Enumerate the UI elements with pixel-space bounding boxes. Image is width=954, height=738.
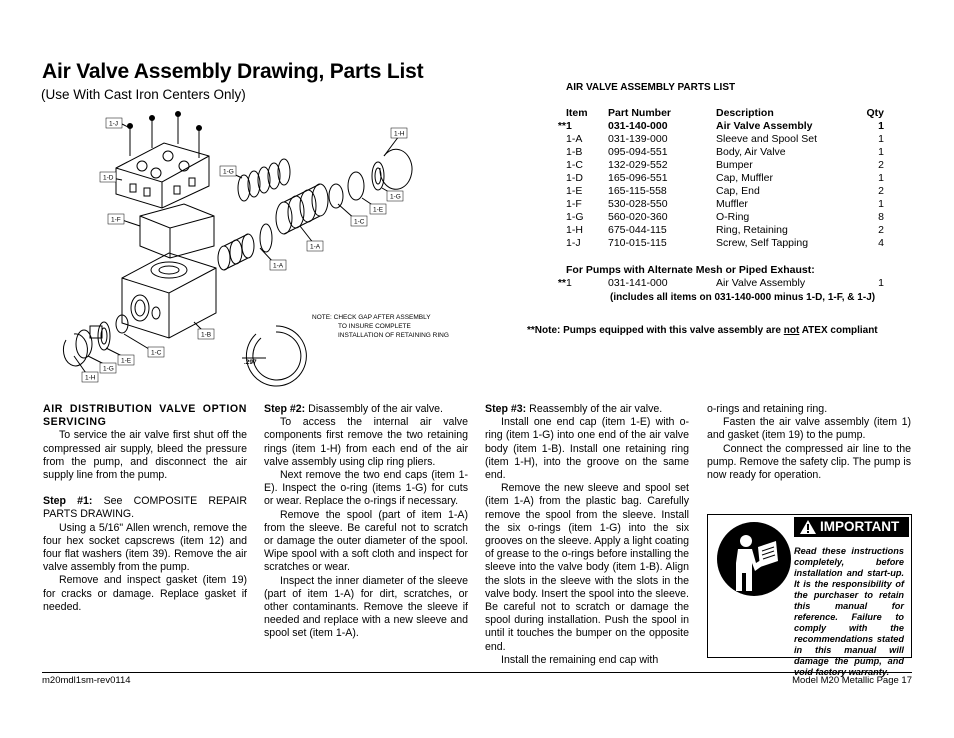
atex-note-prefix: **Note: Pumps equipped with this valve assembly are bbox=[527, 325, 784, 336]
label-1c-right: 1-C bbox=[354, 218, 365, 226]
row-qty: 4 bbox=[878, 237, 884, 249]
warning-triangle-icon bbox=[800, 520, 816, 534]
row-mark bbox=[548, 146, 566, 159]
step2-text-4: Inspect the inner diameter of the sleeve (part of item 1-A) for dirt, scratches, or other contaminants. Remove the sleeve if needed and replace with a new sleeve and spool set (item 1-A). bbox=[264, 574, 468, 640]
step1-text-1: Using a 5/16" Allen wrench, remove the four hex socket capscrews (item 12) and four flat washers (item 39). Remove the air valve assembly from the pump. bbox=[43, 521, 247, 574]
step2-title: Disassembly of the air valve. bbox=[305, 403, 443, 415]
row-qty: 1 bbox=[878, 120, 884, 132]
row-mark bbox=[548, 159, 566, 172]
parts-table-header bbox=[548, 107, 884, 120]
row-description: Body, Air Valve bbox=[716, 146, 786, 158]
step2-text-3: Remove the spool (part of item 1-A) from the sleeve. Be careful not to scratch or damage the outer diameter of the spool. Wipe spool with a soft cloth and inspect for scratches or wear. bbox=[264, 508, 468, 574]
row-description: Cap, Muffler bbox=[716, 172, 773, 184]
row-part-number: 710-015-115 bbox=[608, 237, 667, 249]
parts-table-row bbox=[548, 159, 884, 172]
label-1f: 1-F bbox=[111, 216, 121, 224]
parts-list-title: AIR VALVE ASSEMBLY PARTS LIST bbox=[566, 82, 736, 93]
col4-text-1: o-rings and retaining ring. bbox=[707, 403, 828, 415]
label-1h: 1-H bbox=[394, 130, 405, 138]
row-item: 1-F bbox=[566, 198, 582, 210]
row-part-number: 165-115-558 bbox=[608, 185, 667, 197]
row-qty: 2 bbox=[878, 159, 884, 171]
parts-table-row bbox=[548, 120, 884, 133]
row-item: 1-A bbox=[566, 133, 583, 145]
atex-note-suffix: ATEX compliant bbox=[799, 325, 878, 336]
step3-title: Reassembly of the air valve. bbox=[526, 403, 663, 415]
label-1b: 1-B bbox=[201, 331, 212, 339]
label-1e-right: 1-E bbox=[373, 206, 384, 214]
row-description: Air Valve Assembly bbox=[716, 277, 806, 289]
step2-text-2: Next remove the two end caps (item 1-E). Inspect the o-ring (items 1-G) for cuts or wear. Replace the o-rings if necessary. bbox=[264, 469, 468, 508]
row-qty: 1 bbox=[878, 172, 884, 184]
row-item: 1-C bbox=[566, 159, 583, 171]
parts-table-row bbox=[548, 224, 884, 237]
row-qty: 2 bbox=[878, 224, 884, 236]
important-text-wrap: Read these instructions completely, before installation and start-up. It is the responsibility of the purchaser to retain this manual for reference. Failure to comply with the recommendations stated in this manual will damage the pump, and void factory warranty. bbox=[794, 546, 904, 677]
row-part-number: 560-020-360 bbox=[608, 211, 668, 223]
instructions-column-3 bbox=[485, 403, 689, 667]
page-title: Air Valve Assembly Drawing, Parts List bbox=[42, 60, 424, 83]
row-description: Air Valve Assembly bbox=[716, 120, 813, 132]
row-mark: ** bbox=[557, 277, 566, 289]
row-part-number: 031-139-000 bbox=[608, 133, 668, 145]
header-description: Description bbox=[716, 107, 774, 119]
label-1a-upper: 1-A bbox=[310, 243, 321, 251]
label-1d: 1-D bbox=[103, 174, 114, 182]
step1-paragraph bbox=[43, 495, 247, 521]
footer-rule bbox=[42, 672, 912, 673]
col4-text-2: Fasten the air valve assembly (item 1) and gasket (item 19) to the pump. bbox=[707, 416, 911, 442]
label-1j: 1-J bbox=[109, 120, 119, 128]
step2-paragraph bbox=[264, 403, 468, 416]
row-qty: 1 bbox=[878, 133, 884, 145]
row-mark bbox=[548, 224, 566, 237]
step1-title: See COMPOSITE REPAIR PARTS DRAWING. bbox=[43, 495, 247, 521]
header-qty: Qty bbox=[866, 107, 884, 119]
row-part-number: 031-140-000 bbox=[608, 120, 668, 132]
step3-text-2: Remove the new sleeve and spool set (item 1-A) from the plastic bag. Carefully remove the spool from the sleeve. Install the six o-rings (item 1-G) into the six grooves on the sleeve. Apply a light coating of grease to the o-rings before installing the sleeve into the valve body (item 1-B). Align the slots in the sleeve with the slots in the valve body. Insert the spool into the sleeve. Be careful not to scratch or damage the spool during installation. Push the spool in until it touches the bumper on the opposite end. bbox=[485, 482, 689, 653]
row-item: 1-B bbox=[566, 146, 583, 158]
row-item: 1 bbox=[566, 277, 572, 289]
row-part-number: 132-029-552 bbox=[608, 159, 668, 171]
label-1a-lower: 1-A bbox=[273, 262, 284, 270]
alt-parts-row bbox=[548, 277, 884, 290]
air-valve-exploded-drawing bbox=[44, 108, 474, 398]
row-item: 1-G bbox=[566, 211, 584, 223]
label-1g-right: 1-G bbox=[390, 193, 401, 201]
instructions-column-2 bbox=[264, 403, 468, 641]
row-description: Sleeve and Spool Set bbox=[716, 133, 817, 145]
assembly-note-line-3: INSTALLATION OF RETAINING RING bbox=[338, 332, 449, 339]
row-item: 1-H bbox=[566, 224, 583, 236]
header-item: Item bbox=[566, 107, 588, 119]
servicing-heading: AIR DISTRIBUTION VALVE OPTION SERVICING bbox=[43, 403, 247, 429]
atex-note bbox=[527, 325, 878, 336]
row-part-number: 031-141-000 bbox=[608, 277, 668, 289]
important-banner bbox=[794, 517, 909, 537]
step1-label: Step #1: bbox=[43, 495, 93, 508]
row-qty: 2 bbox=[878, 185, 884, 197]
alt-parts-table bbox=[548, 277, 884, 290]
label-1h-left: 1-H bbox=[85, 374, 96, 382]
row-item: 1-E bbox=[566, 185, 583, 197]
header-part-number: Part Number bbox=[608, 107, 672, 119]
parts-table bbox=[548, 107, 884, 250]
instructions-column-4 bbox=[707, 403, 911, 482]
label-1g-left: 1-G bbox=[103, 365, 114, 373]
row-mark: ** bbox=[557, 120, 566, 132]
step3-label: Step #3: bbox=[485, 403, 527, 415]
row-item: 1-D bbox=[566, 172, 583, 184]
parts-table-row bbox=[548, 211, 884, 224]
row-description: O-Ring bbox=[716, 211, 750, 223]
row-description: Screw, Self Tapping bbox=[716, 237, 809, 249]
row-mark bbox=[548, 185, 566, 198]
row-qty: 8 bbox=[878, 211, 884, 223]
alt-includes-note: (includes all items on 031-140-000 minus 1-D, 1-F, & 1-J) bbox=[610, 292, 876, 303]
important-text bbox=[716, 546, 904, 678]
row-part-number: 675-044-115 bbox=[608, 224, 667, 236]
page-subtitle: (Use With Cast Iron Centers Only) bbox=[41, 87, 246, 102]
parts-table-row bbox=[548, 237, 884, 250]
row-part-number: 165-096-551 bbox=[608, 172, 668, 184]
row-description: Muffler bbox=[716, 198, 748, 210]
row-mark bbox=[548, 172, 566, 185]
row-mark bbox=[548, 133, 566, 146]
row-qty: 1 bbox=[878, 277, 884, 289]
step3-paragraph bbox=[485, 403, 689, 416]
parts-table-row bbox=[548, 133, 884, 146]
footer-page-label: Model M20 Metallic Page 17 bbox=[792, 675, 912, 686]
row-description: Cap, End bbox=[716, 185, 760, 197]
gap-dimension: .297 bbox=[244, 359, 257, 366]
important-label: IMPORTANT bbox=[820, 519, 900, 534]
col4-text-3: Connect the compressed air line to the pump. Remove the safety clip. The pump is now ready for operation. bbox=[707, 442, 911, 482]
step1-text-2: Remove and inspect gasket (item 19) for cracks or damage. Replace gasket if needed. bbox=[43, 574, 247, 613]
step3-text-1: Install one end cap (item 1-E) with o-ring (item 1-G) into one end of the air valve body (item 1-B). Install one retaining ring (item 1-H), into the groove on the same end. bbox=[485, 416, 689, 482]
alt-exhaust-heading: For Pumps with Alternate Mesh or Piped Exhaust: bbox=[566, 264, 815, 276]
row-part-number: 095-094-551 bbox=[608, 146, 668, 158]
row-item: 1 bbox=[566, 120, 572, 132]
instructions-column-1 bbox=[43, 403, 247, 614]
row-description: Bumper bbox=[716, 159, 753, 171]
assembly-note-line-2: TO INSURE COMPLETE bbox=[338, 323, 411, 330]
label-1c-left: 1-C bbox=[151, 349, 162, 357]
row-item: 1-J bbox=[566, 237, 581, 249]
row-mark bbox=[548, 211, 566, 224]
label-1e-left: 1-E bbox=[121, 357, 132, 365]
label-1g-top: 1-G bbox=[223, 168, 234, 176]
step3-text-3: Install the remaining end cap with bbox=[501, 653, 659, 666]
row-mark bbox=[548, 198, 566, 211]
row-mark bbox=[548, 237, 566, 250]
row-part-number: 530-028-550 bbox=[608, 198, 668, 210]
parts-table-row bbox=[548, 172, 884, 185]
footer-document-id: m20mdl1sm-rev0114 bbox=[42, 675, 131, 686]
intro-paragraph: To service the air valve first shut off the compressed air supply, bleed the pressure from the pump, and disconnect the air supply line from the pump. bbox=[43, 429, 247, 482]
parts-table-row bbox=[548, 198, 884, 211]
step2-text-1: To access the internal air valve components first remove the two retaining rings (item 1-H) from each end of the air valve assembly using clip ring pliers. bbox=[264, 416, 468, 468]
parts-table-row bbox=[548, 146, 884, 159]
step2-label: Step #2: bbox=[264, 403, 306, 415]
row-qty: 1 bbox=[878, 146, 884, 158]
row-qty: 1 bbox=[878, 198, 884, 210]
row-description: Ring, Retaining bbox=[716, 224, 788, 236]
atex-note-underlined: not bbox=[783, 325, 800, 336]
assembly-note-line-1: NOTE: CHECK GAP AFTER ASSEMBLY bbox=[312, 314, 431, 321]
parts-table-row bbox=[548, 185, 884, 198]
